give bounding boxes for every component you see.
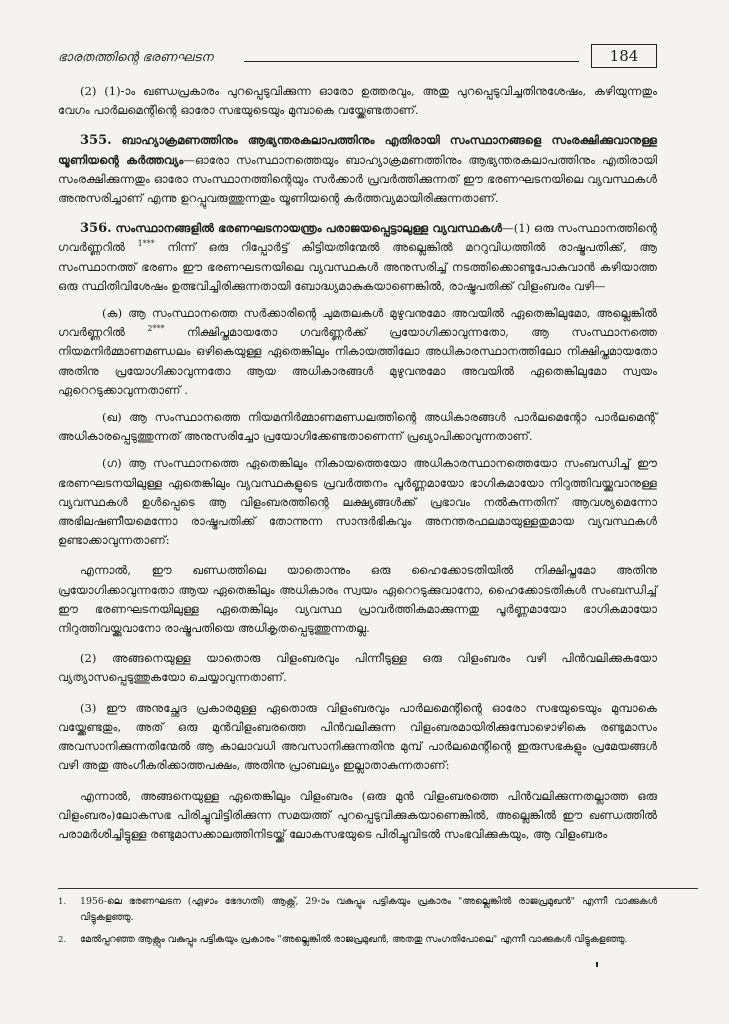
footnote-text: മേൽപ്പറഞ്ഞ ആക്റ്റും വകുപ്പും പട്ടികയും പ്രകാരം "അല്ലെങ്കിൽ രാജപ്രമുഖൻ, അതതു സംഗതിപോലെ" എന്നീ വാക്കുകൾ വിട്ടുകളഞ്ഞു. <box>80 934 628 945</box>
clause-text: (ക) ആ സംസ്ഥാനത്തെ സർക്കാരിന്റെ ചുമതലകൾ മുഴുവനുമോ അവയിൽ ഏതെങ്കിലുമോ, അല്ലെങ്കിൽ ഗവർണ്ണറിൽ <box>58 306 657 340</box>
footnotes <box>58 894 657 954</box>
article-356 <box>58 219 657 296</box>
article-title: സംസ്ഥാനങ്ങളിൽ ഭരണഘടനായന്ത്രം പരാജയപ്പെട്ടാലുള്ള വ്യവസ്ഥകൾ <box>115 221 503 236</box>
article-number: 356. <box>80 221 112 237</box>
header-rule <box>244 61 579 62</box>
proviso-1: എന്നാൽ, ഈ ഖണ്ഡത്തിലെ യാതൊന്നും ഒരു ഹൈക്കോടതിയിൽ നിക്ഷിപ്തമോ അതിനു പ്രയോഗിക്കാവുന്നതോ ആയ ഏതെങ്കിലും അധികാരം സ്വയം ഏറെറടുക്കുവാനോ, ഹൈക്കോടതികൾ സംബന്ധിച്ച് ഈ ഭരണഘടനയിലുള്ള ഏതെങ്കിലും വ്യവസ്ഥ പ്രാവർത്തികമാക്കുന്നതു പൂർണ്ണമായോ ഭാഗികമായോ നിറുത്തിവയ്ക്കുവാനോ രാഷ്ട്രപതിയെ അധികൃതപ്പെടുത്തുന്നതല്ല. <box>58 563 657 636</box>
article-text: —ഓരോ സംസ്ഥാനത്തെയും ബാഹ്യാക്രമണത്തിനും ആഭ്യന്തരകലാപത്തിനും എതിരായി സംരക്ഷിക്കുന്നതും ഓരോ സംസ്ഥാനത്തിന്റെയും സർക്കാർ പ്രവർത്തിക്കുന്നത് ഈ ഭരണഘടനയിലെ വ്യവസ്ഥകൾ അനുസരിച്ചാണ് എന്നു ഉറപ്പുവരുത്തുന്നതും യൂണിയന്റെ കർത്തവ്യമായിരിക്കുന്നതാണ്. <box>58 152 657 206</box>
footnote-item <box>58 894 657 926</box>
clause-text: നിക്ഷിപ്തമായതോ ഗവർണ്ണർക്ക് പ്രയോഗിക്കാവുന്നതോ, ആ സംസ്ഥാനത്തെ നിയമനിർമ്മാണമണ്ഡലം ഒഴികെയുള്ള ഏതെങ്കിലും നികായത്തിലോ അധികാരസ്ഥാനത്തിലോ നിക്ഷിപ്തമായതോ അതിനു പ്രയോഗിക്കാവുന്നതോ ആയ അധികാരങ്ങൾ മുഴുവനുമോ അവയിൽ ഏതെങ്കിലുമോ സ്വയം ഏറെറടുക്കാവുന്നതാണ് . <box>58 325 657 397</box>
proviso-2: എന്നാൽ, അങ്ങനെയുള്ള ഏതെങ്കിലും വിളംബരം (ഒരു മുൻ വിളംബരത്തെ പിൻവലിക്കുന്നതല്ലാത്ത ഒരു വിളംബരം)ലോകസഭ പിരിച്ചുവിട്ടിരിക്കുന്ന സമയത്ത് പുറപ്പെടുവിക്കുകയാണെങ്കിൽ, അല്ലെങ്കിൽ ഈ ഖണ്ഡത്തിൽ പരാമർശിച്ചിട്ടുള്ള രണ്ടുമാസക്കാലത്തിനിടയ്ക്ക് ലോകസഭയുടെ പിരിച്ചുവിടൽ സംഭവിക്കുകയും, ആ വിളംബരം <box>58 788 657 841</box>
footnote-text: 1956-ലെ ഭരണഘടന (ഏഴാം ഭേദഗതി) ആക്റ്റ്, 29-ാം വകുപ്പും പട്ടികയും പ്രകാരം "അല്ലെങ്കിൽ രാജപ്രമുഖൻ" എന്നീ വാക്കുകൾ വിട്ടുകളഞ്ഞു. <box>80 896 657 923</box>
sub-clause-2: (2) അങ്ങനെയുള്ള യാതൊരു വിളംബരവും പിന്നീടുള്ള ഒരു വിളംബരം വഴി പിൻവലിക്കുകയോ വ്യത്യാസപ്പെടുത്തുകയോ ചെയ്യാവുന്നതാണ്. <box>58 651 657 685</box>
paragraph-article-354-clause-2: (2) (1)-ാം ഖണ്ഡപ്രകാരം പുറപ്പെടുവിക്കുന്ന ഓരോ ഉത്തരവും, അതു പുറപ്പെടുവിച്ചതിനുശേഷം, കഴിയുന്നതും വേഗം പാർലമെന്റിന്റെ ഓരോ സഭയുടെയും മുമ്പാകെ വയ്ക്കേണ്ടതാണ്. <box>58 84 657 118</box>
footnote-ref: 1*** <box>137 239 155 249</box>
document-body <box>58 82 657 844</box>
clause-ga: (ഗ) ആ സംസ്ഥാനത്തെ ഏതെങ്കിലും നികായത്തെയോ അധികാരസ്ഥാനത്തെയോ സംബന്ധിച്ച് ഈ ഭരണഘടനയിലുള്ള ഏതെങ്കിലും വ്യവസ്ഥകളുടെ പ്രവർത്തനം പൂർണ്ണമായോ ഭാഗികമായോ നിറുത്തിവയ്ക്കുവാനുള്ള വ്യവസ്ഥകൾ ഉൾപ്പെടെ ആ വിളംബരത്തിന്റെ ലക്ഷ്യങ്ങൾക്ക് പ്രഭാവം നൽകുന്നതിന് ആവശ്യമെന്നോ അഭിലഷണീയമെന്നോ രാഷ്ട്രപതിക്ക് തോന്നുന്ന സാന്ദർഭികവും അനന്തരഫലമായുള്ളതുമായ വ്യവസ്ഥകൾ ഉണ്ടാക്കാവുന്നതാണ്: <box>58 456 657 548</box>
footnote-rule <box>58 888 698 889</box>
page-mark <box>596 962 598 967</box>
article-title: ബാഹ്യാക്രമണത്തിനും ആഭ്യന്തരകലാപത്തിനും എതിരായി സംസ്ഥാനങ്ങളെ സംരക്ഷിക്കുവാനുള്ള യൂണിയന്റെ കർത്തവ്യം <box>58 133 657 167</box>
footnote-number: 2. <box>58 935 67 945</box>
article-number: 355. <box>80 133 112 149</box>
article-355 <box>58 131 657 208</box>
clause-ka <box>58 304 657 400</box>
page-number: 184 <box>591 44 657 68</box>
sub-clause-3: (3) ഈ അനുച്ഛേദ പ്രകാരമുള്ള ഏതൊരു വിളംബരവും പാർലമെന്റിന്റെ ഓരോ സഭയുടെയും മുമ്പാകെ വയ്ക്കേണ്ടതും, അത് ഒരു മുൻവിളംബരത്തെ പിൻവലിക്കുന്ന വിളംബരമായിരിക്കുമ്പോഴൊഴികെ രണ്ടുമാസം അവസാനിക്കുന്നതിന്മേൽ ആ കാലാവധി അവസാനിക്കുന്നതിനു മുമ്പ് പാർലമെന്റിന്റെ ഇരുസഭകളും പ്രമേയങ്ങൾ വഴി അതു അംഗീകരിക്കാത്തപക്ഷം, അതിനു പ്രാബല്യം ഇല്ലാതാകുന്നതാണ്: <box>58 700 657 773</box>
footnote-item <box>58 932 657 948</box>
footnote-ref: 2*** <box>147 324 165 334</box>
page-header <box>58 47 657 71</box>
clause-kha: (ഖ) ആ സംസ്ഥാനത്തെ നിയമനിർമ്മാണമണ്ഡലത്തിന്റെ അധികാരങ്ങൾ പാർലമെന്റോ പാർലമെന്റ് അധികാരപ്പെടുത്തുന്നത് അനുസരിച്ചോ പ്രയോഗിക്കേണ്ടതാണെന്ന് പ്രഖ്യാപിക്കാവുന്നതാണ്. <box>58 410 657 444</box>
running-title: ഭാരതത്തിന്റെ ഭരണഘടന <box>58 49 214 64</box>
article-text: —(1) ഒരു സംസ്ഥാനത്തിന്റെ ഗവർണ്ണറിൽ <box>58 221 658 255</box>
footnote-number: 1. <box>58 897 67 907</box>
article-text: നിന്ന് ഒരു റിപ്പോർട്ട് കിട്ടിയതിന്മേൽ അല്ലെങ്കിൽ മററുവിധത്തിൽ രാഷ്ട്രപതിക്ക്, ആ സംസ്ഥാനത്ത് ഭരണം ഈ ഭരണഘടനയിലെ വ്യവസ്ഥകൾ അനുസരിച്ച് നടത്തിക്കൊണ്ടുപോകുവാൻ കഴിയാത്ത ഒരു സ്ഥിതിവിശേഷം ഉത്ഭവിച്ചിരിക്കുന്നതായി ബോദ്ധ്യമാകുകയാണെങ്കിൽ, രാഷ്ട്രപതിക്ക് വിളംബരം വഴി— <box>58 240 657 293</box>
